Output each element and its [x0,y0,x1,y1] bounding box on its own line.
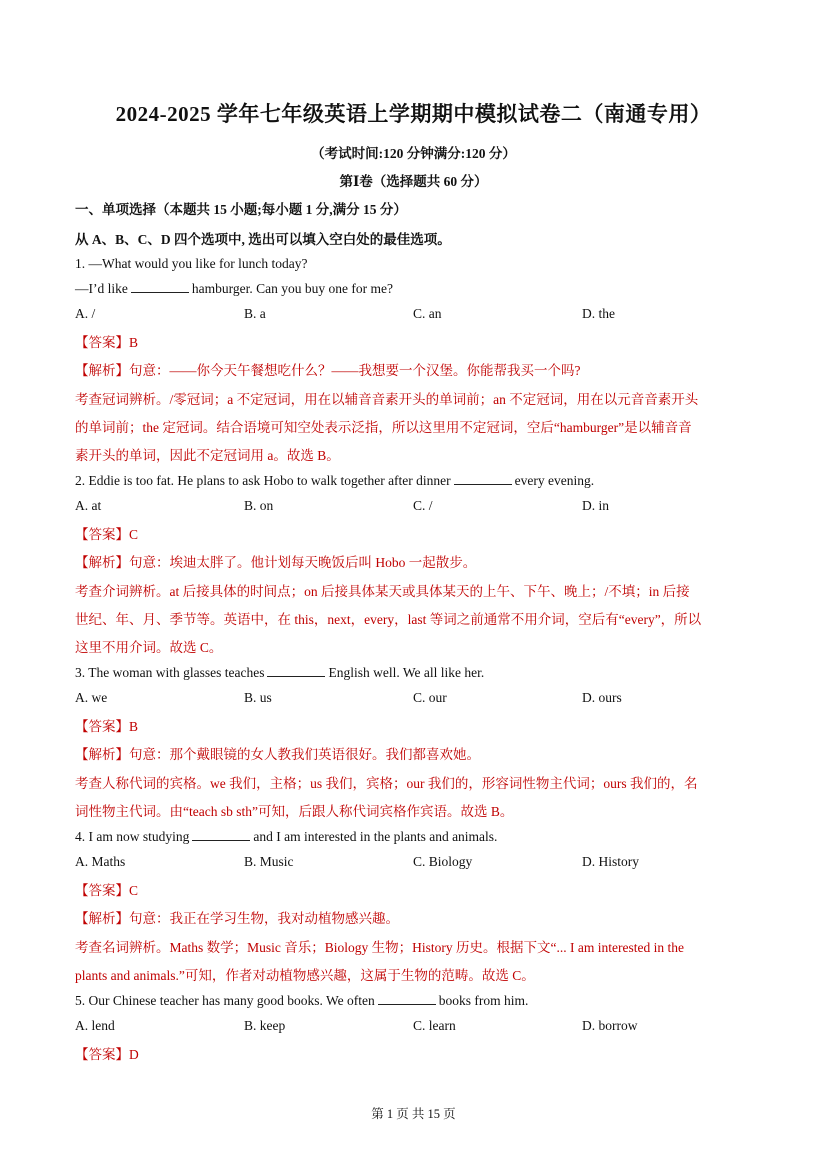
q2-option-d: D. in [582,498,609,513]
q4-option-a: A. Maths [75,854,126,869]
question-2-post: every evening. [514,473,595,488]
q5-option-a: A. lend [75,1018,115,1033]
answer-blank [267,666,325,677]
q4-answer: 【答案】C [75,883,139,898]
question-3 [75,665,484,681]
q3-option-b: B. us [244,690,272,705]
question-1-pre: —I’d like [75,281,128,296]
volume-heading: 第Ⅰ卷（选择题共 60 分） [339,174,488,189]
question-5-post: books from him. [438,993,529,1008]
question-1-line-1: 1. —What would you like for lunch today? [75,256,308,271]
q3-option-c: C. our [413,690,447,705]
q2-analysis-2: 考查介词辨析。at 后接具体的时间点；on 后接具体某天或具体某天的上午、下午、晚上；/不填；in 后接 [75,584,690,599]
q3-option-a: A. we [75,690,108,705]
page-title: 2024-2025 学年七年级英语上学期期中模拟试卷二（南通专用） [115,102,712,126]
q3-option-d: D. ours [582,690,622,705]
question-2-pre: 2. Eddie is too fat. He plans to ask Hobo to walk together after dinner [75,473,451,488]
q4-option-b: B. Music [244,854,294,869]
answer-blank [454,474,512,485]
q4-option-c: C. Biology [413,854,473,869]
question-1-line-2 [75,281,393,297]
q4-option-d: D. History [582,854,639,869]
q1-analysis-2: 考查冠词辨析。/零冠词；a 不定冠词，用在以辅音音素开头的单词前；an 不定冠词，用在以元音音素开头 [75,392,699,407]
q4-analysis-2: 考查名词辨析。Maths 数学；Music 音乐；Biology 生物；History 历史。根据下文“... I am interested in the [75,940,684,955]
q5-option-d: D. borrow [582,1018,638,1033]
q4-analysis-3: plants and animals.”可知，作者对动植物感兴趣，这属于生物的范畴。故选 C。 [75,968,535,983]
q3-analysis-3: 词性物主代词。由“teach sb sth”可知，后跟人称代词宾格作宾语。故选 B。 [75,804,514,819]
question-4-pre: 4. I am now studying [75,829,190,844]
question-3-pre: 3. The woman with glasses teaches [75,665,265,680]
q5-option-b: B. keep [244,1018,286,1033]
question-3-post: English well. We all like her. [328,665,485,680]
q2-analysis-3: 世纪、年、月、季节等。英语中，在 this，next，every，last 等词之前通常不用介词，空后有“every”，所以 [75,612,702,627]
q1-option-c: C. an [413,306,442,321]
q2-option-a: A. at [75,498,102,513]
question-5 [75,993,528,1009]
q2-option-b: B. on [244,498,274,513]
question-2 [75,473,594,489]
q2-answer: 【答案】C [75,527,139,542]
question-1-post: hamburger. Can you buy one for me? [191,281,393,296]
answer-blank [131,282,189,293]
q1-answer: 【答案】B [75,335,139,350]
q2-option-c: C. / [413,498,433,513]
q4-analysis-1: 【解析】句意：我正在学习生物，我对动植物感兴趣。 [75,911,399,926]
exam-info: （考试时间:120 分钟满分:120 分） [311,146,516,161]
q1-option-d: D. the [582,306,615,321]
q1-analysis-1: 【解析】句意：——你今天午餐想吃什么？——我想要一个汉堡。你能帮我买一个吗? [75,363,581,378]
page-number: 第 1 页 共 15 页 [371,1107,456,1121]
q5-answer: 【答案】D [75,1047,139,1062]
q3-analysis-1: 【解析】句意：那个戴眼镜的女人教我们英语很好。我们都喜欢她。 [75,747,480,762]
answer-blank [192,830,250,841]
q1-option-a: A. / [75,306,96,321]
section-instruction: 从 A、B、C、D 四个选项中, 选出可以填入空白处的最佳选项。 [75,232,451,247]
q1-option-b: B. a [244,306,266,321]
q1-analysis-3: 的单词前；the 定冠词。结合语境可知空处表示泛指，所以这里用不定冠词，空后“hamburger”是以辅音音 [75,420,692,435]
q5-option-c: C. learn [413,1018,456,1033]
section-heading: 一、单项选择（本题共 15 小题;每小题 1 分,满分 15 分） [75,202,407,217]
question-4 [75,829,497,845]
q3-answer: 【答案】B [75,719,139,734]
answer-blank [378,994,436,1005]
q2-analysis-4: 这里不用介词。故选 C。 [75,640,223,655]
q1-analysis-4: 素开头的单词，因此不定冠词用 a。故选 B。 [75,448,340,463]
q3-analysis-2: 考查人称代词的宾格。we 我们，主格；us 我们，宾格；our 我们的，形容词性物主代词；ours 我们的，名 [75,776,698,791]
q2-analysis-1: 【解析】句意：埃迪太胖了。他计划每天晚饭后叫 Hobo 一起散步。 [75,555,477,570]
question-5-pre: 5. Our Chinese teacher has many good books. We often [75,993,375,1008]
question-4-post: and I am interested in the plants and animals. [253,829,498,844]
